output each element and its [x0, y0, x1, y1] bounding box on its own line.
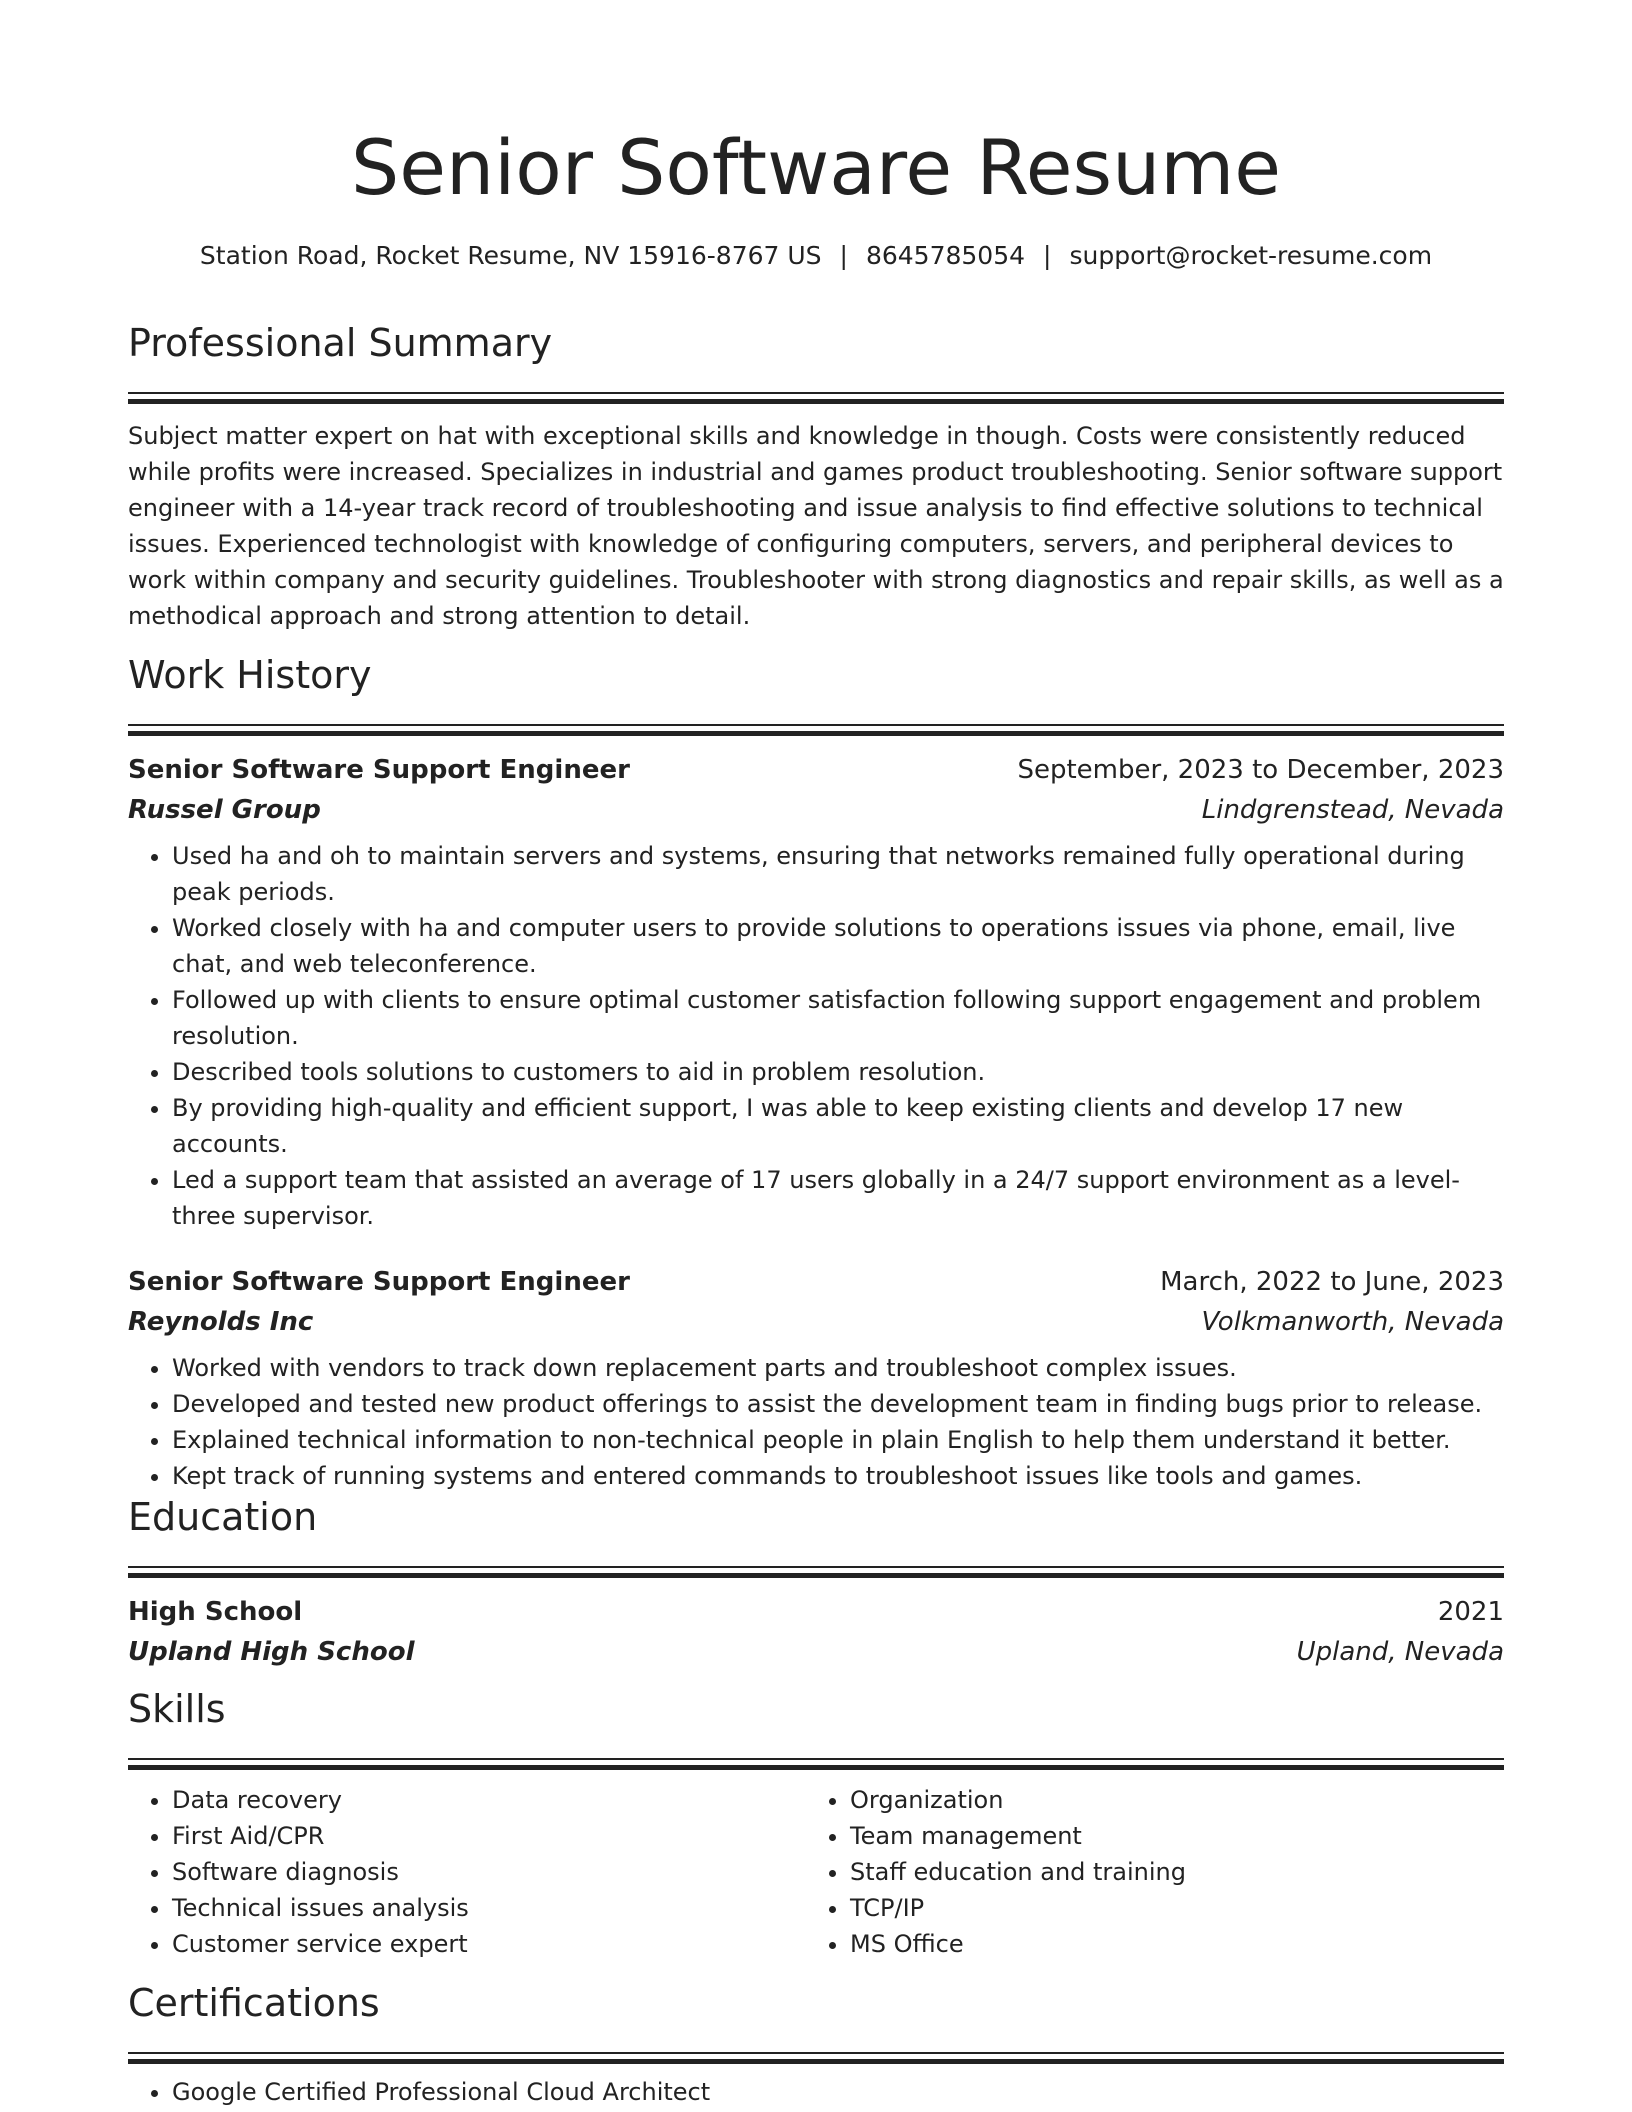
contact-phone: 8645785054 — [865, 241, 1026, 270]
contact-separator: | — [1043, 241, 1052, 270]
section-heading: Skills — [128, 1687, 226, 1731]
list-item: • By providing high-quality and efficient support, I was able to keep existing clients and develop 17 new accounts. — [172, 1090, 1504, 1162]
skills-section — [128, 1684, 1504, 1962]
list-item: • Used ha and oh to maintain servers and systems, ensuring that networks remained fully operational during peak periods. — [172, 838, 1504, 910]
job-location: Lindgrenstead, Nevada — [1201, 795, 1504, 825]
job-dates: September, 2023 to December, 2023 — [1017, 755, 1504, 785]
list-item: • Explained technical information to non-technical people in plain English to help them understand it better. — [172, 1422, 1504, 1458]
section-heading: Work History — [128, 653, 372, 697]
section-divider — [128, 2052, 1504, 2064]
skills-columns — [128, 1770, 1504, 1962]
skills-list-left — [128, 1782, 806, 1962]
resume-name: Senior Software Resume — [350, 123, 1282, 212]
job-company: Russel Group — [128, 795, 321, 825]
work-history-section — [128, 650, 1504, 1494]
job-dates: March, 2022 to June, 2023 — [1160, 1267, 1504, 1297]
contact-email: support@rocket-resume.com — [1069, 241, 1433, 270]
list-item: • Technical issues analysis — [172, 1890, 806, 1926]
certifications-section — [128, 1978, 1504, 2110]
list-item: • TCP/IP — [850, 1890, 1484, 1926]
job-header-row — [128, 1262, 1504, 1302]
education-school-row — [128, 1632, 1504, 1672]
job-entry — [128, 750, 1504, 1234]
list-item: • MS Office — [850, 1926, 1484, 1962]
section-divider — [128, 1758, 1504, 1770]
contact-address: Station Road, Rocket Resume, NV 15916-8767 US — [199, 241, 822, 270]
section-heading: Certifications — [128, 1981, 380, 2025]
job-bullets — [128, 838, 1504, 1234]
list-item: • Kept track of running systems and entered commands to troubleshoot issues like tools and games. — [172, 1458, 1504, 1494]
job-header-row — [128, 750, 1504, 790]
job-location: Volkmanworth, Nevada — [1201, 1307, 1504, 1337]
job-entry — [128, 1262, 1504, 1494]
job-company-row — [128, 790, 1504, 830]
list-item: • Google Certified Professional Cloud Architect — [172, 2074, 1504, 2110]
education-location: Upland, Nevada — [1296, 1637, 1504, 1667]
education-year: 2021 — [1437, 1597, 1504, 1627]
skills-list-right — [806, 1782, 1484, 1962]
list-item: • Followed up with clients to ensure optimal customer satisfaction following support engagement and problem resolution. — [172, 982, 1504, 1054]
list-item: • Organization — [850, 1782, 1484, 1818]
section-divider — [128, 1566, 1504, 1578]
education-school: Upland High School — [128, 1637, 415, 1667]
list-item: • Described tools solutions to customers to aid in problem resolution. — [172, 1054, 1504, 1090]
list-item: • Led a support team that assisted an average of 17 users globally in a 24/7 support environment as a level-three supervisor. — [172, 1162, 1504, 1234]
contact-line — [128, 238, 1504, 274]
list-item: • Data recovery — [172, 1782, 806, 1818]
list-item: • Staff education and training — [850, 1854, 1484, 1890]
contact-separator: | — [839, 241, 848, 270]
list-item: • Worked with vendors to track down replacement parts and troubleshoot complex issues. — [172, 1350, 1504, 1386]
job-company: Reynolds Inc — [128, 1307, 314, 1337]
section-divider — [128, 392, 1504, 404]
list-item: • First Aid/CPR — [172, 1818, 806, 1854]
list-item: • Worked closely with ha and computer users to provide solutions to operations issues via phone, email, live chat, and web teleconference. — [172, 910, 1504, 982]
education-section — [128, 1492, 1504, 1672]
summary-section — [128, 318, 1504, 634]
list-item: • Team management — [850, 1818, 1484, 1854]
job-company-row — [128, 1302, 1504, 1342]
section-heading: Professional Summary — [128, 321, 553, 365]
education-degree: High School — [128, 1597, 303, 1627]
job-bullets — [128, 1350, 1504, 1494]
list-item: • Software diagnosis — [172, 1854, 806, 1890]
education-header-row — [128, 1592, 1504, 1632]
list-item: • Developed and tested new product offerings to assist the development team in finding bugs prior to release. — [172, 1386, 1504, 1422]
job-title: Senior Software Support Engineer — [128, 755, 630, 785]
section-divider — [128, 724, 1504, 736]
list-item: • Customer service expert — [172, 1926, 806, 1962]
certifications-list — [128, 2074, 1504, 2110]
section-heading: Education — [128, 1495, 318, 1539]
education-entry — [128, 1592, 1504, 1672]
summary-text: Subject matter expert on hat with exceptional skills and knowledge in though. Costs were consistently reduced while profits were increased. Specializes in industrial and games product troubleshooting. Senior software support engineer with a 14-year track record of troubleshooting and issue analysis to find effective solutions to technical issues. Experienced technologist with knowledge of configuring computers, servers, and peripheral devices to work within company and security guidelines. Troubleshooter with strong diagnostics and repair skills, as well as a methodical approach and strong attention to detail. — [128, 422, 1504, 630]
job-title: Senior Software Support Engineer — [128, 1267, 630, 1297]
